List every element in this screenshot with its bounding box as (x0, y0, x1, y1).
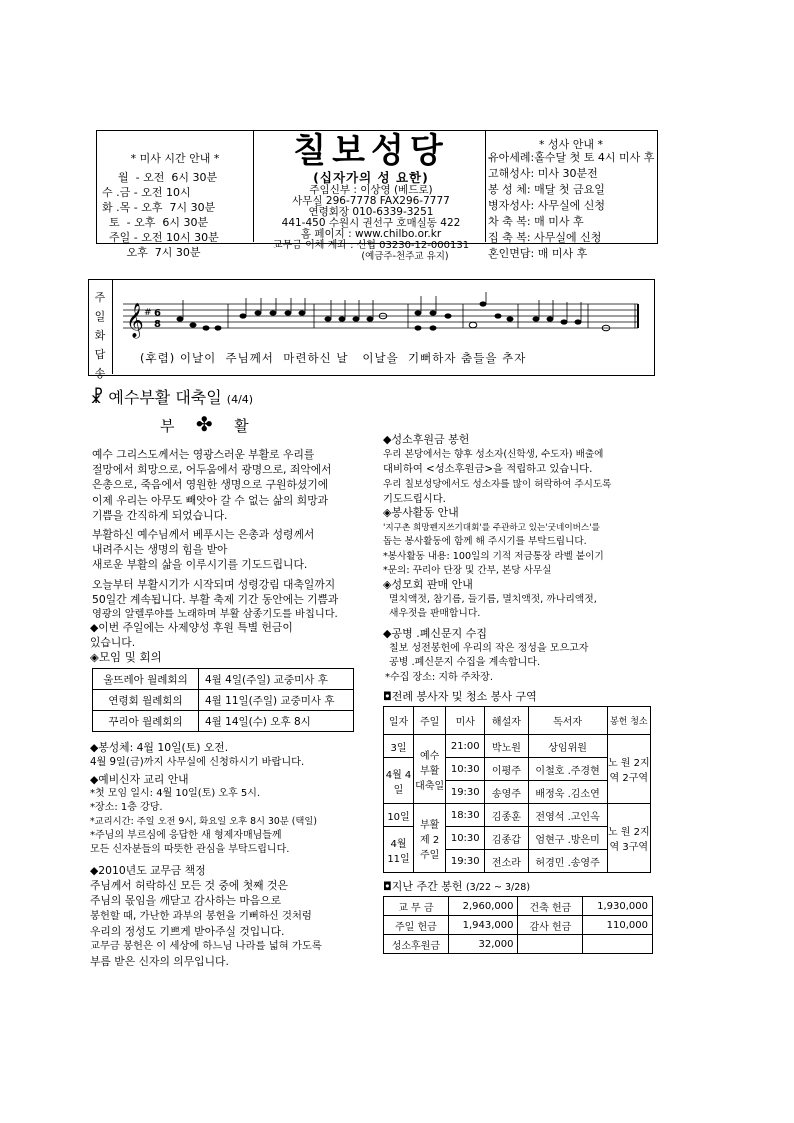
text-line: 주님의 몫임을 깨닫고 감사하는 마음으로 (90, 894, 282, 908)
offering-label: 건축 헌금 (518, 897, 583, 916)
catechumen-notice (90, 772, 390, 857)
text-line: *수집 장소: 지하 주차장. (385, 671, 494, 683)
offering-amount: 1,930,000 (583, 897, 653, 916)
text-line: 새로운 부활의 삶을 이루시기를 기도드립니다. (92, 558, 308, 572)
text-line: 주님께서 허락하신 모든 것 중에 첫째 것은 (90, 879, 288, 893)
mass-time-row: 오후 7시 30분 (102, 246, 201, 259)
offering-period: (3/22 ~ 3/28) (465, 882, 531, 893)
text-line: 부활하신 예수님께서 베푸시는 은총과 성령께서 (92, 528, 315, 542)
column-header: 미사 (446, 707, 485, 735)
feast-title: 예수부활 대축일 (108, 388, 222, 407)
readers: 허경민 .송영주 (528, 850, 607, 873)
service-table (383, 706, 651, 873)
volunteer-notice (383, 506, 663, 579)
text-line: 대비하여 <성소후원금>을 적립하고 있습니다. (383, 463, 593, 475)
label-char: 송 (94, 367, 106, 380)
mass-time-row: 주일 - 오전 10시 30분 (102, 231, 219, 244)
commentator: 송영주 (485, 781, 528, 804)
communion-notice (90, 740, 390, 770)
text-line: ◆이번 주일에는 사제양성 후원 특별 헌금이 (90, 621, 293, 634)
offering-amount (583, 935, 653, 954)
section-heading: ◆공병 .폐신문지 수집 (383, 627, 487, 640)
text-line: 예수 그리스도께서는 영광스러운 부활로 우리를 (92, 448, 315, 461)
offering-label (518, 935, 583, 954)
text-line: 공병 .폐신문지 수집을 계속합니다. (389, 657, 541, 668)
readers: 상임위원 (528, 735, 607, 758)
text-line: 이제 우리는 아무도 빼앗아 갈 수 없는 삶의 희망과 (92, 493, 329, 507)
readers: 배정욱 .김소연 (528, 781, 607, 804)
text-line: 우리의 정성도 기쁘게 받아주실 것입니다. (90, 924, 285, 938)
funeral-contact: 연령회장 010-6339-3251 (308, 206, 434, 218)
table-row (384, 916, 653, 935)
mass-time: 10:30 (446, 758, 485, 781)
text-line: 기도드립시다. (383, 493, 446, 505)
sacrament-row: 유아세례:홀수달 첫 토 4시 미사 후 (488, 151, 655, 164)
text-line: 새우젓을 판매합니다. (389, 608, 481, 619)
text-line: 4월 9일(금)까지 사무실에 신청하시기 바랍니다. (90, 757, 305, 769)
text-line: 우리 칠보성당에서도 성소자를 많이 허락하여 주시도록 (383, 479, 612, 490)
meeting-name: 울뜨레아 월례회의 (93, 669, 199, 690)
table-row (93, 669, 354, 690)
meeting-title: ◈모임 및 회의 (90, 650, 162, 664)
date-cell: 4월 4일 (384, 758, 414, 804)
offering-title: ◘지난 주간 봉헌 (383, 880, 463, 893)
emblem-icon: ✤ (195, 412, 213, 436)
feast-cell: 부활 제 2 주일 (414, 804, 446, 873)
text-line: 50일간 계속됩니다. 부활 축제 기간 동안에는 기쁨과 (92, 592, 339, 606)
mass-time-title: * 미사 시간 안내 * (130, 152, 220, 165)
church-name: 칠보성당 (293, 131, 449, 171)
svg-text:6: 6 (154, 308, 161, 319)
mass-time: 10:30 (446, 827, 485, 850)
text-line: 모든 신자분들의 따뜻한 관심을 부탁드립니다. (90, 844, 290, 856)
commentator: 김종갑 (485, 827, 528, 850)
section-heading: ◆성소후원금 봉헌 (383, 433, 470, 446)
text-line: 봉헌할 때, 가난한 과부의 봉헌을 기뻐하신 것처럼 (90, 909, 312, 922)
table-header-row (384, 707, 651, 735)
church-subtitle: (십자가의 성 요한) (313, 170, 429, 185)
commentator: 전소라 (485, 850, 528, 873)
feast-cell: 예수 부활 대축일 (414, 735, 446, 804)
text-line: 돕는 봉사활동에 함께 해 주시기를 부탁드립니다. (383, 536, 587, 547)
text-line: *첫 모임 일시: 4월 10일(토) 오후 5시. (90, 788, 261, 800)
svg-text:8: 8 (154, 319, 161, 330)
column-header: 독서자 (528, 707, 607, 735)
table-row (384, 804, 651, 827)
offering-amount: 32,000 (448, 935, 518, 954)
mass-time-list (96, 170, 253, 260)
mass-time: 19:30 (446, 781, 485, 804)
table-row (93, 711, 354, 732)
meeting-time: 4월 11일(주일) 교중미사 후 (199, 690, 354, 711)
mass-time: 19:30 (446, 850, 485, 873)
readers: 엄현구 .방은미 (528, 827, 607, 850)
sacrament-title: * 성사 안내 * (539, 138, 603, 151)
table-row (384, 897, 653, 916)
sacrament-row: 차 축 복: 매 미사 후 (488, 215, 584, 228)
sacrament-row: 고해성사: 미사 30분전 (488, 167, 598, 180)
homepage: 홈 페이지 : www.chilbo.or.kr (300, 228, 442, 240)
meeting-table (92, 668, 354, 732)
service-title: ◘전례 봉사자 및 청소 봉사 구역 (383, 690, 537, 703)
cleaning-area: 노 원 2지역 2구역 (607, 735, 650, 804)
offering-amount: 2,960,000 (448, 897, 518, 916)
music-staff (118, 292, 648, 344)
text-line: 칠보 성전봉헌에 우리의 작은 정성을 모으고자 (389, 642, 589, 654)
svg-text:#: # (144, 308, 152, 318)
paper-collection-notice (383, 627, 663, 685)
text-line: ◆봉성체: 4월 10일(토) 오전. (90, 741, 229, 754)
table-row (384, 935, 653, 954)
meeting-time: 4월 4일(주일) 교중미사 후 (199, 669, 354, 690)
section-heading: ◆예비신자 교리 안내 (90, 773, 189, 786)
mass-time-row: 토 - 오후 6시 30분 (102, 216, 209, 229)
responsorial-psalm-label (88, 279, 113, 380)
text-line: '지구촌 희망펜지쓰기대회'를 주관하고 있는'굿네이버스'를 (383, 522, 600, 533)
svg-text:𝄞: 𝄞 (126, 303, 144, 338)
chi-rho-icon: ☧ (90, 388, 104, 408)
mass-time-row: 수 .금 - 오전 10시 (102, 186, 191, 199)
text-line: 부름 받은 신자의 의무입니다. (90, 955, 229, 969)
offering-amount: 1,943,000 (448, 916, 518, 935)
address: 441-450 수원시 권선구 호매실동 422 (281, 217, 461, 229)
text-line: 교무금 봉헌은 이 세상에 하느님 나라를 넓혀 가도록 (90, 940, 322, 953)
offering-label: 교 무 금 (384, 897, 449, 916)
commentator: 이평주 (485, 758, 528, 781)
text-line: *봉사활동 내용: 100일의 기적 저금통장 라벨 붙이기 (383, 550, 604, 562)
readers: 전영석 .고인옥 (528, 804, 607, 827)
offering-label: 성소후원금 (384, 935, 449, 954)
text-line: *주님의 부르심에 응답한 새 형제자매님들께 (90, 830, 282, 842)
meeting-name: 꾸리아 월례회의 (93, 711, 199, 732)
sale-notice (383, 578, 663, 622)
section-heading: ◈봉사활동 안내 (383, 506, 459, 519)
text-line: *문의: 꾸리아 단장 및 간부, 본당 사무실 (383, 565, 552, 576)
text-line: 우리 본당에서는 향후 성소자(신학생, 수도자) 배출에 (383, 449, 604, 460)
text-line: 멸치액젓, 참기름, 들기름, 멸치액젓, 까나리액젓, (389, 593, 597, 605)
heading-char: 부 (160, 417, 175, 435)
dues-notice (90, 863, 390, 969)
mass-time-row: 월 - 오전 6시 30분 (118, 171, 218, 184)
sacrament-row: 봉 성 체: 매달 첫 금요일 (488, 183, 605, 196)
label-char: 주 (94, 291, 106, 304)
section-heading: ◈성모회 판매 안내 (383, 578, 473, 591)
resurrection-heading (160, 412, 249, 436)
table-row (384, 735, 651, 758)
label-char: 일 (94, 310, 106, 323)
text-line: 은총으로, 죽음에서 영원한 생명으로 구원하셨기에 (92, 478, 329, 492)
offering-label: 감사 헌금 (518, 916, 583, 935)
meeting-name: 연령회 월례회의 (93, 690, 199, 711)
cleaning-area: 노 원 2지역 3구역 (607, 804, 650, 873)
mass-time: 18:30 (446, 804, 485, 827)
column-header: 봉헌 청소 (607, 707, 650, 735)
section-heading: ◆2010년도 교무금 책정 (90, 864, 206, 877)
offering-amount: 110,000 (583, 916, 653, 935)
bank-account: 교무금 이체 계좌 : 신협 03230-12-000131 (272, 240, 470, 251)
feast-title-row (90, 385, 253, 408)
date-cell: 4월 11일 (384, 827, 414, 873)
mass-time: 21:00 (446, 735, 485, 758)
offering-table (383, 896, 653, 954)
office-phone: 사무실 296-7778 FAX296-7777 (292, 195, 450, 207)
feast-date: (4/4) (226, 393, 254, 406)
offering-title-row (383, 878, 530, 894)
text-line: 내려주시는 생명의 힘을 받아 (92, 543, 228, 557)
sacrament-row: 혼인면담: 매 미사 후 (488, 247, 588, 260)
column-header: 주일 (414, 707, 446, 735)
text-line: *장소: 1층 강당. (90, 802, 163, 814)
column-header: 일자 (384, 707, 414, 735)
text-line: 절망에서 희망으로, 어두움에서 광명으로, 죄악에서 (92, 463, 332, 477)
sacrament-row: 집 축 복: 사무실에 신청 (488, 231, 602, 244)
psalm-lyrics: (후렴) 이날이 주님께서 마련하신 날 이날을 기뻐하자 춤들을 추자 (140, 351, 527, 365)
label-char: 답 (94, 348, 106, 361)
sacrament-list (488, 150, 654, 262)
account-holder: (예금주-천주교 유지) (361, 251, 449, 262)
column-header: 해설자 (485, 707, 528, 735)
text-line: *교리시간: 주일 오전 9시, 화요일 오후 8시 30분 (택일) (90, 816, 317, 828)
easter-message (92, 447, 382, 622)
commentator: 박노원 (485, 735, 528, 758)
label-char: 화 (94, 329, 106, 342)
mass-time-row: 화 .목 - 오후 7시 30분 (102, 201, 216, 214)
vocation-notice (383, 432, 663, 507)
text-line: 있습니다. (90, 636, 136, 650)
readers: 이철호 .주경현 (528, 758, 607, 781)
meeting-time: 4월 14일(수) 오후 8시 (199, 711, 354, 732)
text-line: 영광의 알렐루야를 노래하며 부활 삼종기도를 바칩니다. (92, 609, 338, 621)
text-line: 오늘부터 부활시기가 시작되며 성령강림 대축일까지 (92, 577, 336, 591)
heading-char: 활 (234, 417, 249, 435)
commentator: 김종훈 (485, 804, 528, 827)
table-row (93, 690, 354, 711)
special-collection-notice (90, 620, 380, 650)
pastor-info: 주임신부 : 이상영 (베드로) (309, 184, 433, 196)
text-line: 기쁨을 간직하게 되었습니다. (92, 508, 228, 522)
sacrament-row: 병자성사: 사무실에 신청 (488, 199, 605, 212)
date-cell: 10일 (384, 804, 414, 827)
date-cell: 3일 (384, 735, 414, 758)
offering-label: 주일 헌금 (384, 916, 449, 935)
